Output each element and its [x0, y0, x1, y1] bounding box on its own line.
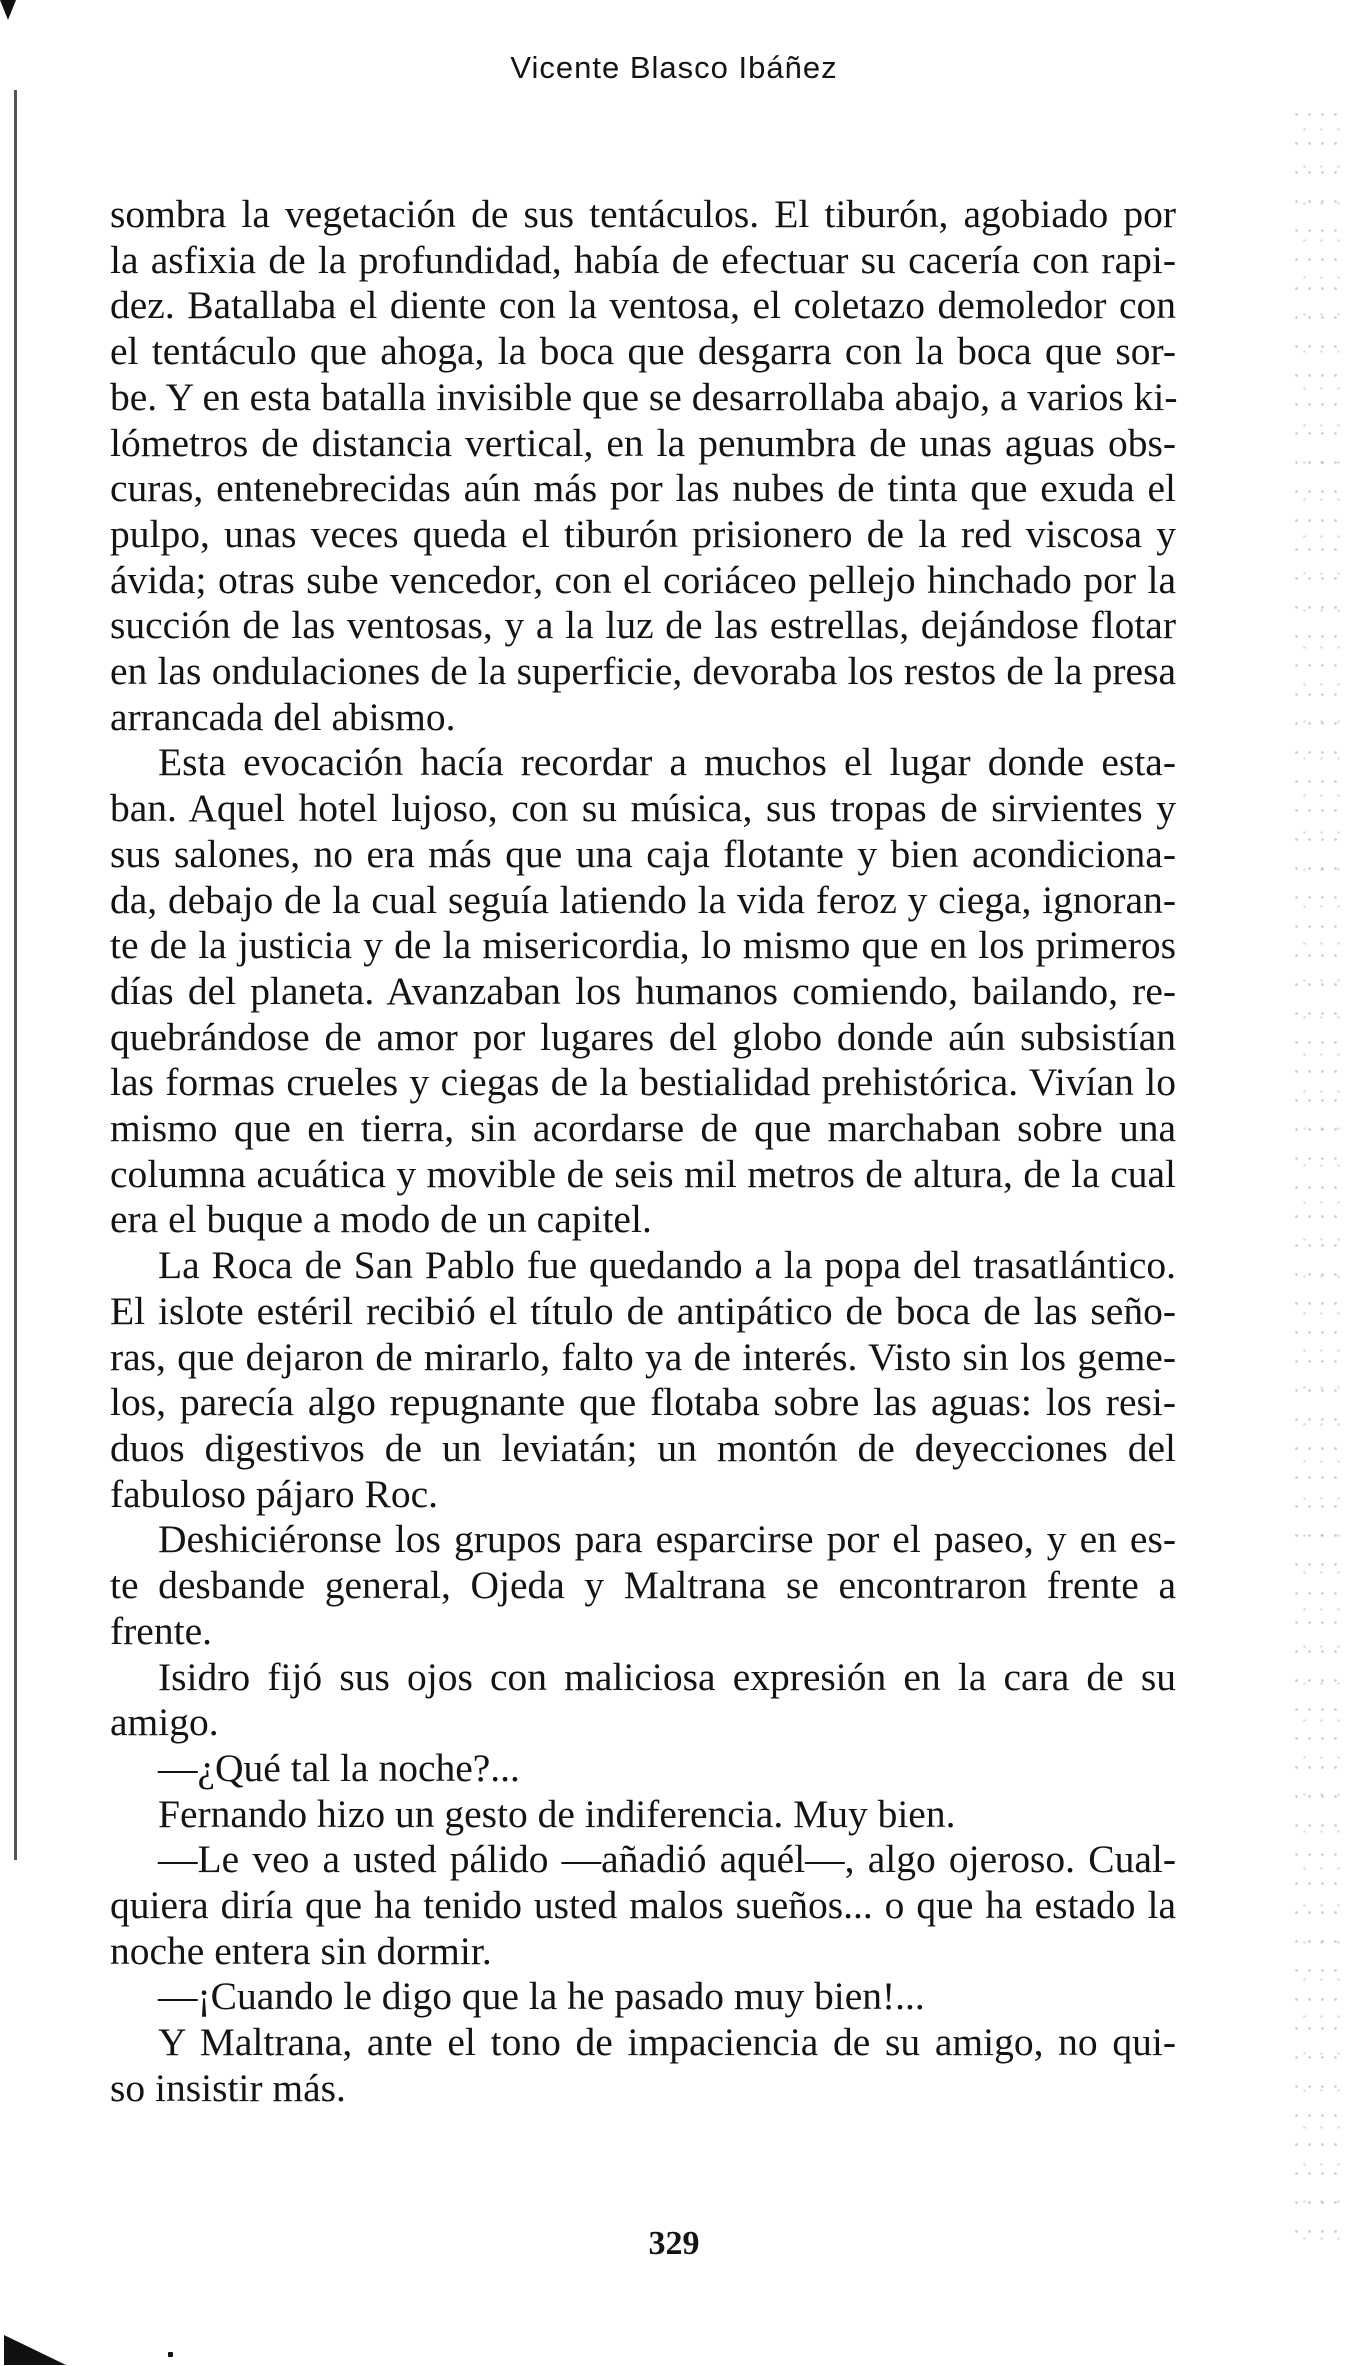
scan-margin-line — [14, 90, 17, 1860]
scan-corner-mark — [0, 0, 16, 20]
text-line: so insistir más. — [110, 2065, 346, 2110]
dialogue-line: —¡Cuando le digo que la he pasado muy bien!... — [158, 1974, 925, 2019]
paragraph-start: Fernando hizo un gesto de indiferencia. Muy bien. — [158, 1791, 956, 1836]
scan-corner-mark — [4, 2335, 66, 2365]
text-line: era el buque a modo de un capitel. — [110, 1197, 652, 1242]
paragraph-start: La Roca de San Pablo fue quedando a la popa del trasatlántico. — [158, 1243, 1176, 1288]
text-line: columna acuática y movible de seis mil metros de altura, de la cual — [110, 1151, 1176, 1196]
page-number: 329 — [648, 2225, 700, 2262]
text-line: quebrándose de amor por lugares del globo donde aún subsistían — [110, 1014, 1176, 1059]
paragraph-start: Isidro fijó sus ojos con maliciosa expresión en la cara de su — [158, 1654, 1176, 1699]
text-line: la asfixia de la profundidad, había de efectuar su cacería con rapi- — [110, 237, 1176, 282]
text-line: sus salones, no era más que una caja flotante y bien acondiciona- — [110, 831, 1176, 876]
text-line: en las ondulaciones de la superficie, devoraba los restos de la presa — [110, 649, 1176, 694]
text-line: succión de las ventosas, y a la luz de las estrellas, dejándose flotar — [110, 603, 1176, 648]
text-line: mismo que en tierra, sin acordarse de que marchaban sobre una — [110, 1106, 1176, 1151]
text-line: be. Y en esta batalla invisible que se desarrollaba abajo, a varios ki- — [110, 374, 1178, 419]
text-line: ban. Aquel hotel lujoso, con su música, sus tropas de sirvientes y — [110, 786, 1176, 831]
running-header: Vicente Blasco Ibáñez — [510, 50, 838, 85]
text-line: ávida; otras sube vencedor, con el coriáceo pellejo hinchado por la — [110, 557, 1176, 602]
text-line: amigo. — [110, 1700, 219, 1745]
paragraph-start: Y Maltrana, ante el tono de impaciencia de su amigo, no qui- — [158, 2020, 1176, 2065]
paragraph-start: Deshiciéronse los grupos para esparcirse por el paseo, y en es- — [158, 1517, 1176, 1562]
text-line: lómetros de distancia vertical, en la penumbra de unas aguas obs- — [110, 420, 1176, 465]
text-line: el tentáculo que ahoga, la boca que desgarra con la boca que sor- — [110, 329, 1176, 374]
body-text — [110, 192, 1176, 2112]
text-line: arrancada del abismo. — [110, 694, 456, 739]
text-line: los, parecía algo repugnante que flotaba sobre las aguas: los resi- — [110, 1380, 1176, 1425]
scan-noise — [1290, 100, 1340, 2250]
paragraph-start: Esta evocación hacía recordar a muchos el lugar donde esta- — [158, 740, 1176, 785]
text-line: ras, que dejaron de mirarlo, falto ya de interés. Visto sin los geme- — [110, 1334, 1176, 1379]
text-line: las formas crueles y ciegas de la bestialidad prehistórica. Vivían lo — [110, 1060, 1176, 1105]
text-line: noche entera sin dormir. — [110, 1928, 492, 1973]
text-line: duos digestivos de un leviatán; un montón de deyecciones del — [110, 1425, 1176, 1470]
text-line: dez. Batallaba el diente con la ventosa, el coletazo demoledor con — [110, 283, 1176, 328]
text-line: quiera diría que ha tenido usted malos sueños... o que ha estado la — [110, 1883, 1176, 1928]
dialogue-line: —Le veo a usted pálido —añadió aquél—, algo ojeroso. Cual- — [158, 1837, 1176, 1882]
text-line: fabuloso pájaro Roc. — [110, 1471, 438, 1516]
text-line: frente. — [110, 1608, 212, 1653]
dialogue-line: —¿Qué tal la noche?... — [158, 1745, 520, 1790]
text-line: da, debajo de la cual seguía latiendo la vida feroz y ciega, ignoran- — [110, 877, 1176, 922]
text-line: pulpo, unas veces queda el tiburón prisionero de la red viscosa y — [110, 511, 1176, 556]
text-line: El islote estéril recibió el título de antipático de boca de las seño- — [110, 1288, 1176, 1333]
text-line: sombra la vegetación de sus tentáculos. El tiburón, agobiado por — [110, 192, 1176, 236]
text-line: días del planeta. Avanzaban los humanos comiendo, bailando, re- — [110, 968, 1176, 1013]
text-line: te desbande general, Ojeda y Maltrana se encontraron frente a — [110, 1563, 1176, 1608]
text-line: te de la justicia y de la misericordia, lo mismo que en los primeros — [110, 923, 1176, 968]
text-line: curas, entenebrecidas aún más por las nubes de tinta que exuda el — [110, 466, 1176, 511]
scan-speck — [168, 2352, 173, 2357]
